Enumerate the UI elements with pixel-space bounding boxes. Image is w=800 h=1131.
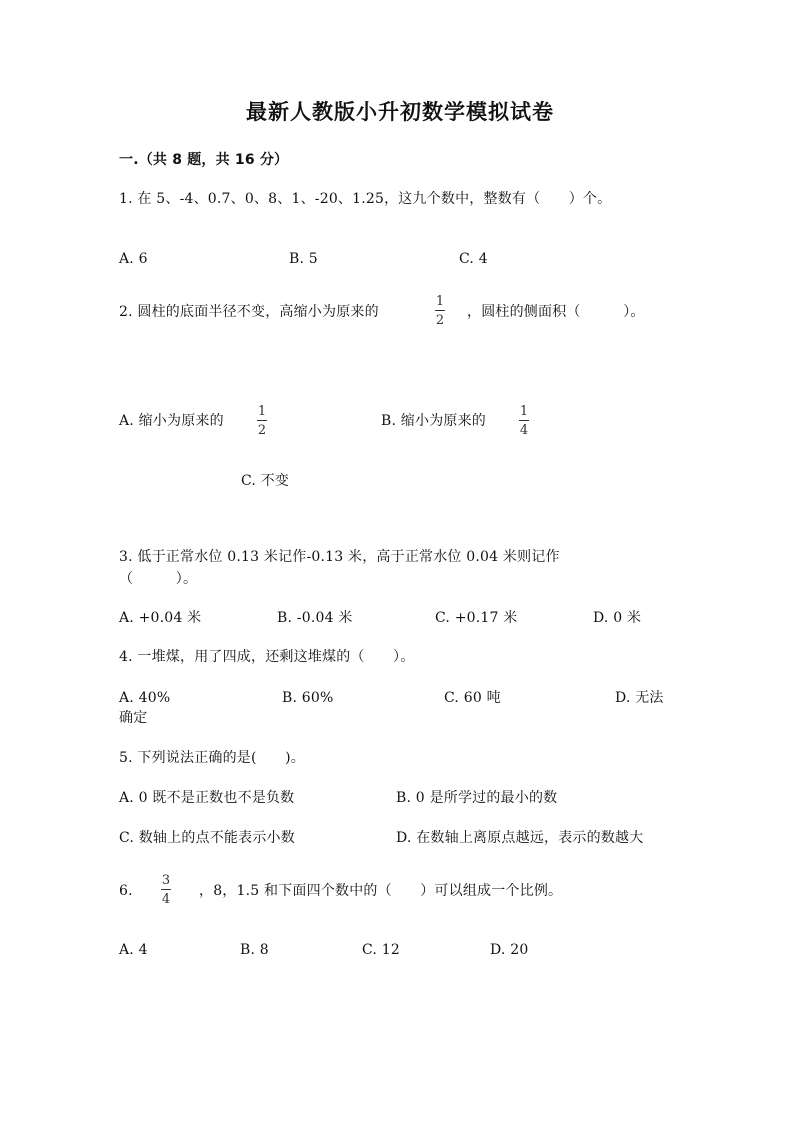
question-2-option-c[interactable]: C. 不变 xyxy=(241,473,290,489)
question-2-option-b[interactable]: B. 缩小为原来的 xyxy=(381,413,486,429)
question-3-option-b[interactable]: B. -0.04 米 xyxy=(277,610,353,626)
question-4-text: 4. 一堆煤，用了四成，还剩这堆煤的（ ）。 xyxy=(119,649,415,665)
question-2-option-a[interactable]: A. 缩小为原来的 xyxy=(119,413,224,429)
question-1-option-b[interactable]: B. 5 xyxy=(289,251,318,267)
fraction-numerator: 1 xyxy=(257,404,267,419)
fraction-bar xyxy=(161,889,171,890)
question-3-option-d[interactable]: D. 0 米 xyxy=(593,610,642,626)
question-4-option-d-wrap: 确定 xyxy=(119,710,148,726)
question-4-option-c[interactable]: C. 60 吨 xyxy=(444,690,501,706)
question-4-option-d[interactable]: D. 无法 xyxy=(615,690,664,706)
question-2-text-after: ，圆柱的侧面积（ ）。 xyxy=(467,304,645,320)
question-5-option-a[interactable]: A. 0 既不是正数也不是负数 xyxy=(119,790,295,806)
question-3-text-line-2: （ ）。 xyxy=(119,571,198,587)
question-1-option-c[interactable]: C. 4 xyxy=(459,251,488,267)
fraction-bar xyxy=(257,420,267,421)
section-heading: 一.（共 8 题，共 16 分） xyxy=(119,152,289,168)
question-5-text: 5. 下列说法正确的是( )。 xyxy=(119,750,305,766)
fraction-bar xyxy=(519,420,529,421)
fraction-denominator: 4 xyxy=(519,423,529,438)
question-2-option-b-fraction xyxy=(519,404,529,438)
question-5-option-c[interactable]: C. 数轴上的点不能表示小数 xyxy=(119,830,295,846)
question-6-number: 6. xyxy=(119,883,133,899)
question-1-text: 1. 在 5、-4、0.7、0、8、1、-20、1.25，这九个数中，整数有（ ）个。 xyxy=(119,191,612,207)
fraction-numerator: 1 xyxy=(435,294,445,309)
fraction-denominator: 4 xyxy=(161,892,171,907)
question-6-fraction xyxy=(161,873,171,907)
question-6-option-b[interactable]: B. 8 xyxy=(240,942,269,958)
question-3-text-line-1: 3. 低于正常水位 0.13 米记作-0.13 米，高于正常水位 0.04 米则记作 xyxy=(119,549,560,565)
fraction-numerator: 3 xyxy=(161,873,171,888)
question-3-option-c[interactable]: C. +0.17 米 xyxy=(435,610,518,626)
page-title: 最新人教版小升初数学模拟试卷 xyxy=(246,100,554,124)
question-6-option-d[interactable]: D. 20 xyxy=(490,942,529,958)
question-2-text: 2. 圆柱的底面半径不变，高缩小为原来的 xyxy=(119,304,379,320)
question-5-option-d[interactable]: D. 在数轴上离原点越远，表示的数越大 xyxy=(396,830,644,846)
fraction-numerator: 1 xyxy=(519,404,529,419)
question-6-option-c[interactable]: C. 12 xyxy=(362,942,400,958)
question-4-option-b[interactable]: B. 60% xyxy=(282,690,334,706)
question-4-option-a[interactable]: A. 40% xyxy=(119,690,171,706)
question-2-option-a-fraction xyxy=(257,404,267,438)
question-6-text: ，8，1.5 和下面四个数中的（ ）可以组成一个比例。 xyxy=(199,883,563,899)
fraction-bar xyxy=(435,310,445,311)
question-5-option-b[interactable]: B. 0 是所学过的最小的数 xyxy=(396,790,558,806)
question-6-option-a[interactable]: A. 4 xyxy=(119,942,148,958)
question-3-option-a[interactable]: A. +0.04 米 xyxy=(119,610,202,626)
question-1-option-a[interactable]: A. 6 xyxy=(119,251,148,267)
question-2-fraction xyxy=(435,294,445,328)
fraction-denominator: 2 xyxy=(257,423,267,438)
fraction-denominator: 2 xyxy=(435,313,445,328)
